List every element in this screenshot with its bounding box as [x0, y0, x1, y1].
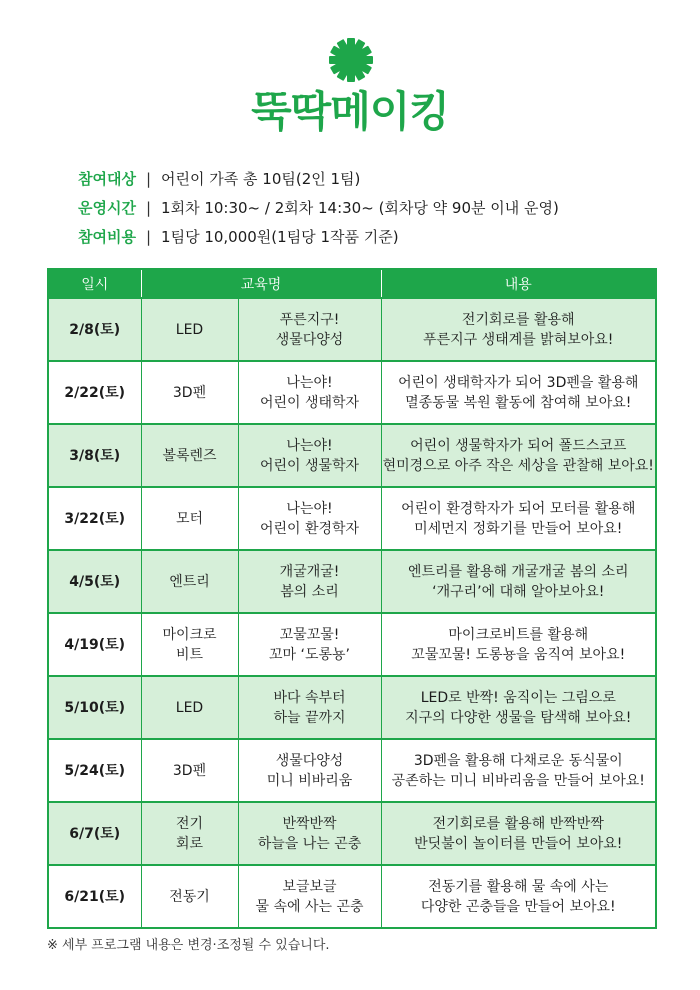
- info-row-target: [78, 168, 559, 197]
- date-cell: 3/8(토): [48, 424, 141, 487]
- date-cell: 2/8(토): [48, 298, 141, 361]
- tool-text: 3D펜: [172, 384, 207, 401]
- info-label: 운영시간: [78, 199, 136, 217]
- table-row: [48, 676, 656, 739]
- title-cell: [238, 739, 381, 802]
- table-row: [48, 424, 656, 487]
- tool-cell: [141, 739, 238, 802]
- page-title: 뚝딱메이킹: [251, 87, 449, 136]
- info-separator: |: [145, 199, 152, 217]
- desc-text: 어린이 생물학자가 되어 폴드스코프 현미경으로 아주 작은 세상을 관찰해 보아요!: [382, 437, 654, 474]
- table-row: [48, 865, 656, 928]
- title-text: 보글보글 물 속에 사는 곤충: [255, 878, 364, 915]
- tool-text: LED: [175, 699, 204, 716]
- tool-cell: [141, 487, 238, 550]
- header-date: 일시: [48, 269, 141, 298]
- tool-cell: [141, 676, 238, 739]
- desc-cell: [381, 613, 656, 676]
- tool-cell: [141, 298, 238, 361]
- info-value: 어린이 가족 총 10팀(2인 1팀): [161, 170, 361, 188]
- tool-cell: [141, 802, 238, 865]
- title-text: 반짝반짝 하늘을 나는 곤충: [257, 815, 362, 852]
- desc-text: 엔트리를 활용해 개굴개굴 봄의 소리 ‘개구리’에 대해 알아보아요!: [407, 563, 629, 600]
- desc-text: 전동기를 활용해 물 속에 사는 다양한 곤충들을 만들어 보아요!: [420, 878, 616, 915]
- tool-cell: [141, 865, 238, 928]
- title-cell: [238, 487, 381, 550]
- title-cell: [238, 613, 381, 676]
- tool-text: 마이크로 비트: [162, 626, 217, 663]
- tool-cell: [141, 424, 238, 487]
- info-row-time: [78, 197, 559, 226]
- title-text: 나는야! 어린이 생물학자: [259, 437, 360, 474]
- desc-cell: [381, 550, 656, 613]
- desc-cell: [381, 424, 656, 487]
- title-cell: [238, 424, 381, 487]
- schedule-table: [47, 268, 657, 929]
- date-cell: 5/24(토): [48, 739, 141, 802]
- date-cell: 6/7(토): [48, 802, 141, 865]
- date-cell: 2/22(토): [48, 361, 141, 424]
- desc-text: 전기회로를 활용해 반짝반짝 반딧불이 놀이터를 만들어 보아요!: [414, 815, 623, 852]
- table-row: [48, 361, 656, 424]
- title-text: 꼬물꼬물! 꼬마 ‘도롱뇽’: [269, 626, 350, 663]
- date-cell: 6/21(토): [48, 865, 141, 928]
- desc-text: 3D펜을 활용해 다채로운 동식물이 공존하는 미니 비바리움을 만들어 보아요!: [391, 752, 645, 789]
- table-row: [48, 739, 656, 802]
- table-row: [48, 550, 656, 613]
- info-block: [78, 168, 559, 255]
- tool-text: 엔트리: [169, 573, 210, 590]
- desc-cell: [381, 487, 656, 550]
- tool-cell: [141, 550, 238, 613]
- title-text: 나는야! 어린이 환경학자: [259, 500, 360, 537]
- desc-cell: [381, 676, 656, 739]
- desc-cell: [381, 802, 656, 865]
- gear-icon: [329, 38, 373, 82]
- tool-text: LED: [175, 321, 204, 338]
- tool-text: 볼록렌즈: [162, 447, 217, 464]
- table-row: [48, 298, 656, 361]
- desc-cell: [381, 361, 656, 424]
- desc-text: 마이크로비트를 활용해 꼬물꼬물! 도롱뇽을 움직여 보아요!: [411, 626, 626, 663]
- title-text: 생물다양성 미니 비바리움: [266, 752, 353, 789]
- tool-text: 전기 회로: [175, 815, 204, 852]
- date-cell: 5/10(토): [48, 676, 141, 739]
- desc-text: 어린이 생태학자가 되어 3D펜을 활용해 멸종동물 복원 활동에 참여해 보아요!: [398, 374, 639, 411]
- date-cell: 3/22(토): [48, 487, 141, 550]
- date-cell: 4/5(토): [48, 550, 141, 613]
- header-program: 교육명: [141, 269, 381, 298]
- desc-text: LED로 반짝! 움직이는 그림으로 지구의 다양한 생물을 탐색해 보아요!: [405, 689, 632, 726]
- tool-text: 3D펜: [172, 762, 207, 779]
- title-cell: [238, 298, 381, 361]
- footnote: ※ 세부 프로그램 내용은 변경·조정될 수 있습니다.: [47, 938, 330, 953]
- info-value: 1회차 10:30~ / 2회차 14:30~ (회차당 약 90분 이내 운영): [161, 199, 559, 217]
- info-row-cost: [78, 226, 559, 255]
- title-cell: [238, 865, 381, 928]
- title-cell: [238, 676, 381, 739]
- table-row: [48, 802, 656, 865]
- title-text: 나는야! 어린이 생태학자: [259, 374, 360, 411]
- desc-cell: [381, 739, 656, 802]
- tool-text: 전동기: [169, 888, 210, 905]
- tool-cell: [141, 613, 238, 676]
- table-row: [48, 487, 656, 550]
- title-cell: [238, 550, 381, 613]
- tool-cell: [141, 361, 238, 424]
- title-cell: [238, 361, 381, 424]
- table-header-row: [48, 269, 656, 298]
- date-cell: 4/19(토): [48, 613, 141, 676]
- info-separator: |: [145, 170, 152, 188]
- table-row: [48, 613, 656, 676]
- desc-cell: [381, 298, 656, 361]
- info-separator: |: [145, 228, 152, 246]
- title-text: 개굴개굴! 봄의 소리: [279, 563, 340, 600]
- info-value: 1팀당 10,000원(1팀당 1작품 기준): [161, 228, 399, 246]
- title-cell: [238, 802, 381, 865]
- desc-cell: [381, 865, 656, 928]
- desc-text: 어린이 환경학자가 되어 모터를 활용해 미세먼지 정화기를 만들어 보아요!: [401, 500, 636, 537]
- tool-text: 모터: [175, 510, 204, 527]
- info-label: 참여대상: [78, 170, 136, 188]
- title-text: 푸른지구! 생물다양성: [275, 311, 344, 348]
- header-content: 내용: [381, 269, 656, 298]
- title-text: 바다 속부터 하늘 끝까지: [273, 689, 346, 726]
- info-label: 참여비용: [78, 228, 136, 246]
- desc-text: 전기회로를 활용해 푸른지구 생태계를 밝혀보아요!: [423, 311, 614, 348]
